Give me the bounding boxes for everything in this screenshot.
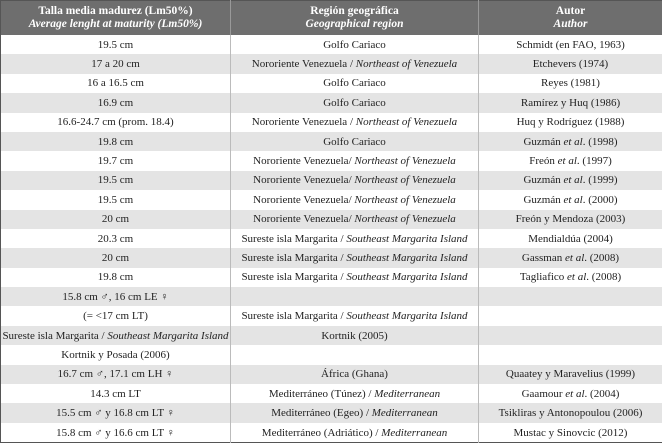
cell-text: Guzmán <box>523 136 563 148</box>
cell-text: 17 a 20 cm <box>91 58 140 70</box>
cell-text: 15.8 cm ♂ y 16.6 cm LT ♀ <box>56 427 175 439</box>
italic-text: Mediterranean <box>381 427 447 439</box>
table-row <box>1 113 662 132</box>
cell-length <box>1 229 231 248</box>
cell-length <box>1 113 231 132</box>
cell-text: Mediterráneo (Adriático) / <box>262 427 381 439</box>
cell-text: Nororiente Venezuela / <box>252 58 356 70</box>
cell-text: 19.7 cm <box>98 155 133 167</box>
cell-text: Golfo Cariaco <box>323 77 386 89</box>
cell-region <box>231 384 479 403</box>
table-row <box>1 132 662 151</box>
header-en: Average lenght at maturity (Lm50%) <box>1 18 230 31</box>
cell-text: Kortnik (2005) <box>321 330 387 342</box>
table-row <box>1 268 662 287</box>
cell-length <box>1 171 231 190</box>
cell-region <box>231 229 479 248</box>
table-row <box>1 403 662 422</box>
cell-author <box>479 113 662 132</box>
cell-text: 14.3 cm LT <box>90 388 141 400</box>
cell-author <box>479 35 662 54</box>
cell-text: Nororiente Venezuela/ <box>253 194 354 206</box>
table-row <box>1 365 662 384</box>
italic-text: Southeast Margarita Island <box>346 233 467 245</box>
cell-text: 19.5 cm <box>98 39 133 51</box>
cell-text: Nororiente Venezuela/ <box>253 213 354 225</box>
italic-text: et al <box>565 252 584 264</box>
cell-text: Mustac y Sinovcic (2012) <box>514 427 628 439</box>
cell-text: Tagliafico <box>520 271 567 283</box>
table-row <box>1 190 662 209</box>
cell-text: 19.5 cm <box>98 174 133 186</box>
header-en: Geographical region <box>231 18 478 31</box>
cell-text: Gaamour <box>522 388 566 400</box>
table-row <box>1 423 662 443</box>
cell-region <box>231 171 479 190</box>
table-row <box>1 287 662 306</box>
cell-author <box>479 384 662 403</box>
cell-region <box>231 54 479 73</box>
cell-text: 20 cm <box>102 252 129 264</box>
italic-text: et al <box>565 388 584 400</box>
cell-author <box>479 268 662 287</box>
cell-text: 16.6-24.7 cm (prom. 18.4) <box>57 116 173 128</box>
cell-text: 16.9 cm <box>98 97 133 109</box>
cell-length <box>1 365 231 384</box>
header-es: Talla media madurez (Lm50%) <box>38 5 192 17</box>
cell-length <box>1 423 231 443</box>
table-row <box>1 306 662 325</box>
header-length <box>1 1 231 36</box>
cell-region <box>231 93 479 112</box>
cell-text: Quaatey y Maravelius (1999) <box>506 368 635 380</box>
table-row <box>1 248 662 267</box>
table-header-row <box>1 1 662 36</box>
cell-text: 19.8 cm <box>98 136 133 148</box>
cell-region <box>231 345 479 364</box>
cell-text: 15.5 cm ♂ y 16.8 cm LT ♀ <box>56 407 175 419</box>
italic-text: Northeast of Venezuela <box>354 174 455 186</box>
italic-text: et al <box>563 174 582 186</box>
cell-text: Nororiente Venezuela/ <box>253 174 354 186</box>
cell-text: . (2000) <box>583 194 618 206</box>
cell-text: . (1999) <box>583 174 618 186</box>
cell-text: (= <17 cm LT) <box>83 310 148 322</box>
cell-length <box>1 74 231 93</box>
italic-text: Northeast of Venezuela <box>354 155 455 167</box>
cell-length <box>1 132 231 151</box>
cell-author <box>479 287 662 306</box>
cell-length <box>1 326 231 345</box>
cell-author <box>479 403 662 422</box>
table-row <box>1 326 662 345</box>
cell-text: 15.8 cm ♂, 16 cm LE ♀ <box>62 291 168 303</box>
italic-text: Northeast of Venezuela <box>354 213 455 225</box>
cell-length <box>1 151 231 170</box>
cell-text: . (1997) <box>577 155 612 167</box>
header-en: Author <box>479 18 662 31</box>
italic-text: Mediterranean <box>374 388 440 400</box>
cell-text: Nororiente Venezuela / <box>252 116 356 128</box>
italic-text: Northeast of Venezuela <box>354 194 455 206</box>
cell-text: Mendialdúa (2004) <box>528 233 613 245</box>
italic-text: Northeast of Venezuela <box>356 116 457 128</box>
table-row <box>1 345 662 364</box>
cell-text: Schmidt (en FAO, 1963) <box>516 39 625 51</box>
cell-region <box>231 113 479 132</box>
cell-text: África (Ghana) <box>321 368 388 380</box>
cell-text: Gassman <box>522 252 565 264</box>
cell-text: Kortnik y Posada (2006) <box>61 349 169 361</box>
cell-author <box>479 190 662 209</box>
italic-text: Southeast Margarita Island <box>107 330 228 342</box>
cell-length <box>1 54 231 73</box>
cell-region <box>231 403 479 422</box>
cell-length <box>1 287 231 306</box>
cell-region <box>231 132 479 151</box>
cell-author <box>479 229 662 248</box>
cell-text: . (1998) <box>583 136 618 148</box>
cell-text: Sureste isla Margarita / <box>2 330 107 342</box>
cell-length <box>1 190 231 209</box>
italic-text: Southeast Margarita Island <box>346 271 467 283</box>
italic-text: et al <box>563 136 582 148</box>
cell-text: Etchevers (1974) <box>533 58 608 70</box>
cell-text: . (2008) <box>584 252 619 264</box>
cell-region <box>231 35 479 54</box>
cell-text: 20 cm <box>102 213 129 225</box>
cell-text: 19.5 cm <box>98 194 133 206</box>
cell-region <box>231 74 479 93</box>
cell-text: 20.3 cm <box>98 233 133 245</box>
cell-region <box>231 190 479 209</box>
cell-author <box>479 423 662 443</box>
cell-text: . (2004) <box>585 388 620 400</box>
italic-text: Southeast Margarita Island <box>346 252 467 264</box>
table-row <box>1 151 662 170</box>
italic-text: Southeast Margarita Island <box>346 310 467 322</box>
cell-text: Sureste isla Margarita / <box>241 310 346 322</box>
cell-text: Freón <box>529 155 557 167</box>
cell-author <box>479 171 662 190</box>
cell-author <box>479 93 662 112</box>
cell-text: Ramírez y Huq (1986) <box>521 97 620 109</box>
cell-region <box>231 365 479 384</box>
table-row <box>1 74 662 93</box>
table-row <box>1 93 662 112</box>
cell-length <box>1 93 231 112</box>
italic-text: Northeast of Venezuela <box>356 58 457 70</box>
cell-text: Mediterráneo (Egeo) / <box>271 407 371 419</box>
table-row <box>1 210 662 229</box>
header-es: Autor <box>556 5 585 17</box>
table-row <box>1 171 662 190</box>
cell-author <box>479 132 662 151</box>
header-es: Región geográfica <box>310 5 398 17</box>
cell-length <box>1 210 231 229</box>
cell-author <box>479 365 662 384</box>
table-row <box>1 229 662 248</box>
cell-length <box>1 306 231 325</box>
cell-length <box>1 345 231 364</box>
cell-region <box>231 248 479 267</box>
table-row <box>1 54 662 73</box>
cell-text: Sureste isla Margarita / <box>241 233 346 245</box>
cell-text: Golfo Cariaco <box>323 39 386 51</box>
cell-text: Tsikliras y Antonopoulou (2006) <box>499 407 643 419</box>
header-author <box>479 1 662 36</box>
table-row <box>1 35 662 54</box>
cell-region <box>231 423 479 443</box>
cell-length <box>1 268 231 287</box>
cell-text: 19.8 cm <box>98 271 133 283</box>
cell-text: Sureste isla Margarita / <box>241 271 346 283</box>
cell-author <box>479 306 662 325</box>
cell-text: Huq y Rodríguez (1988) <box>517 116 625 128</box>
cell-text: Golfo Cariaco <box>323 136 386 148</box>
cell-author <box>479 74 662 93</box>
italic-text: Mediterranean <box>372 407 438 419</box>
cell-author <box>479 54 662 73</box>
cell-text: Guzmán <box>523 194 563 206</box>
cell-text: Golfo Cariaco <box>323 97 386 109</box>
cell-text: 16 a 16.5 cm <box>87 77 144 89</box>
italic-text: et al <box>567 271 586 283</box>
italic-text: et al <box>558 155 577 167</box>
cell-text: Reyes (1981) <box>541 77 600 89</box>
cell-length <box>1 384 231 403</box>
cell-author <box>479 210 662 229</box>
cell-author <box>479 151 662 170</box>
cell-author <box>479 326 662 345</box>
cell-text: Guzmán <box>523 174 563 186</box>
cell-text: Sureste isla Margarita / <box>241 252 346 264</box>
cell-region <box>231 306 479 325</box>
cell-length <box>1 35 231 54</box>
cell-text: Nororiente Venezuela/ <box>253 155 354 167</box>
cell-author <box>479 345 662 364</box>
cell-region <box>231 326 479 345</box>
italic-text: et al <box>563 194 582 206</box>
cell-text: 16.7 cm ♂, 17.1 cm LH ♀ <box>58 368 174 380</box>
cell-text: Mediterráneo (Túnez) / <box>269 388 374 400</box>
cell-region <box>231 151 479 170</box>
table-body <box>1 35 662 443</box>
header-region <box>231 1 479 36</box>
cell-length <box>1 403 231 422</box>
table-row <box>1 384 662 403</box>
cell-text: Freón y Mendoza (2003) <box>516 213 626 225</box>
cell-region <box>231 210 479 229</box>
cell-region <box>231 268 479 287</box>
cell-text: . (2008) <box>586 271 621 283</box>
cell-length <box>1 248 231 267</box>
cell-author <box>479 248 662 267</box>
cell-region <box>231 287 479 306</box>
